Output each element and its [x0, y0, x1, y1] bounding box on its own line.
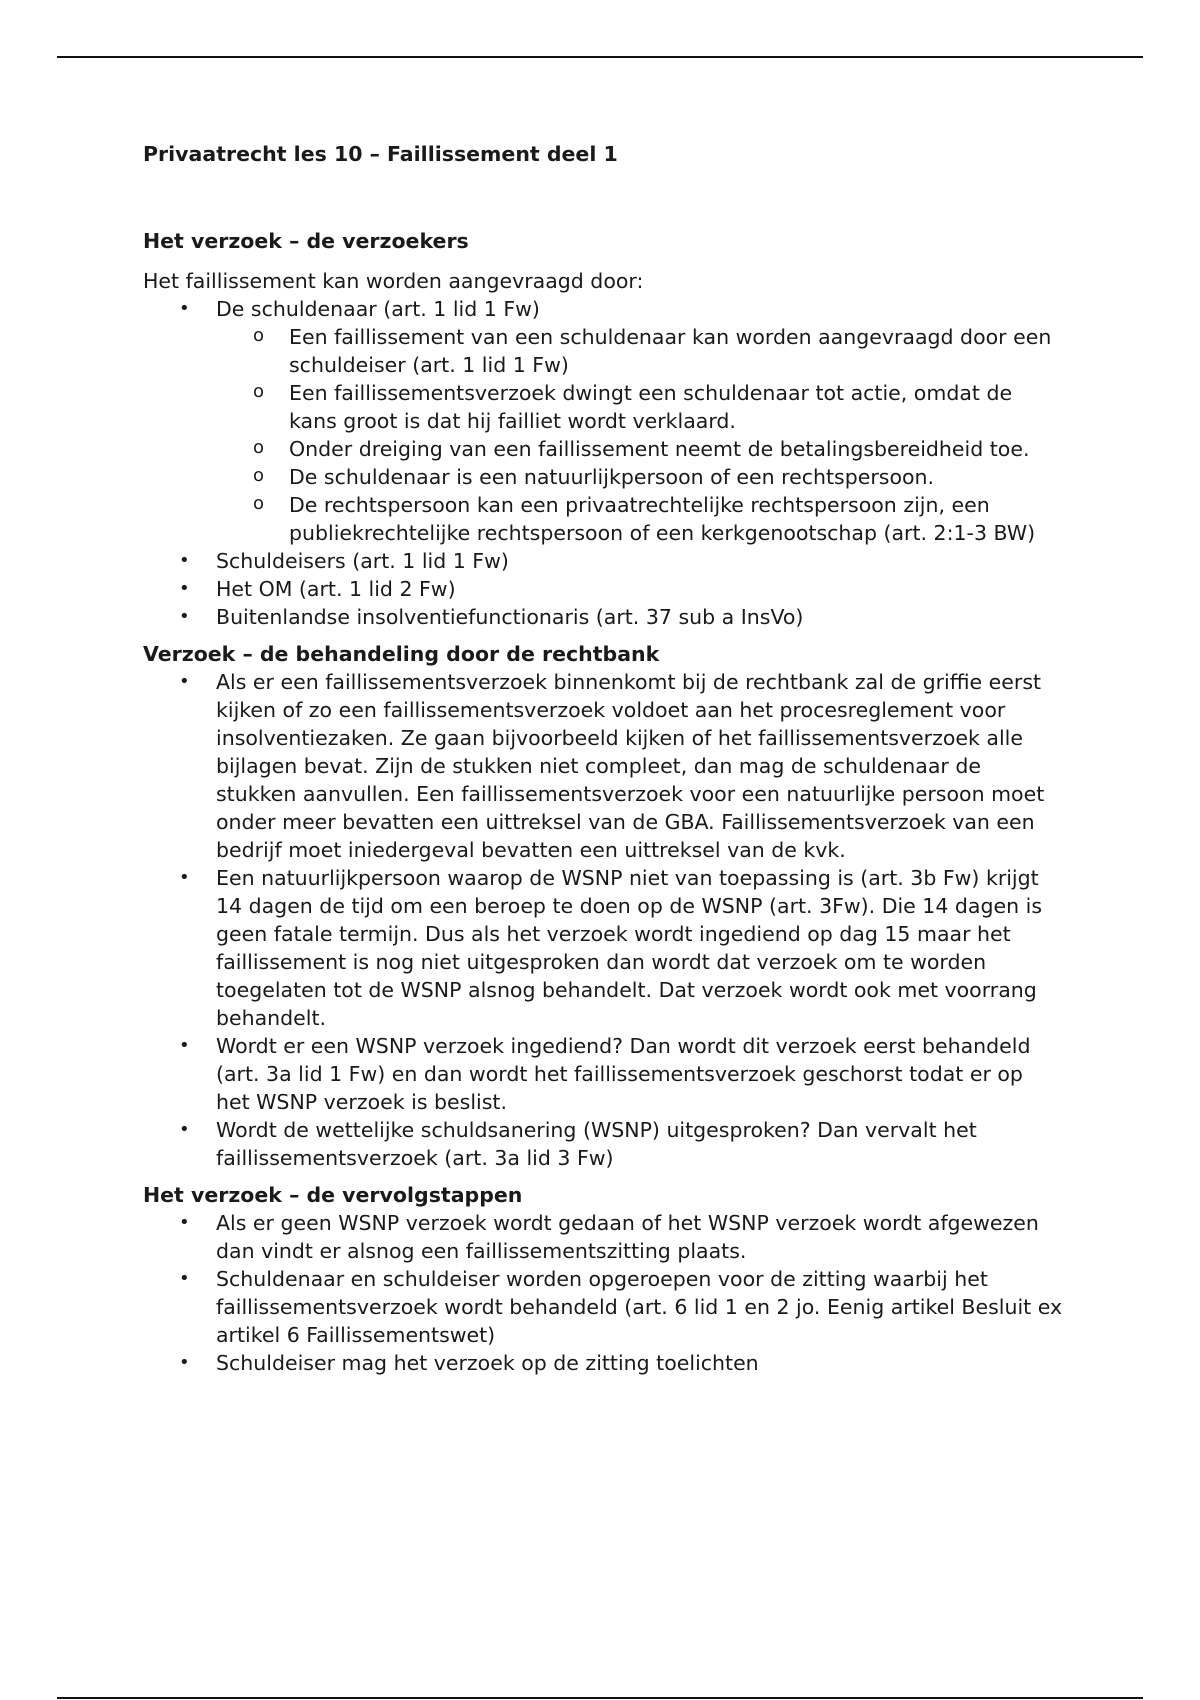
- list-item-text: Wordt er een WSNP verzoek ingediend? Dan wordt dit verzoek eerst behandeld (art. 3a lid 1 Fw) en dan wordt het faillissementsverzoek geschorst todat er op het WSNP verzoek is beslist.: [216, 1034, 1031, 1114]
- sub-list-item-text: De rechtspersoon kan een privaatrechtelijke rechtspersoon zijn, een publiekrechtelijke rechtspersoon of een kerkgenootschap (art. 2:1-3 BW): [289, 493, 1036, 545]
- sub-list: [216, 323, 1063, 547]
- section-intro: Het faillissement kan worden aangevraagd door:: [143, 269, 644, 293]
- list-item: [143, 603, 1063, 631]
- bullet-marker: •: [179, 1035, 190, 1056]
- list-item-text: Als er een faillissementsverzoek binnenkomt bij de rechtbank zal de griffie eerst kijken of zo een faillissementsverzoek voldoet aan het procesreglement voor insolventiezaken. Ze gaan bijvoorbeeld kijken of het faillissementsverzoek alle bijlagen bevat. Zijn de stukken niet compleet, dan mag de schuldenaar de stukken aanvullen. Een faillissementsverzoek voor een natuurlijke persoon moet onder meer bevatten een uittreksel van de GBA. Faillissementsverzoek van een bedrijf moet iniedergeval bevatten een uittreksel van de kvk.: [216, 670, 1045, 862]
- list-item: [143, 1265, 1063, 1349]
- bullet-marker: •: [179, 1352, 190, 1373]
- sub-bullet-marker: o: [253, 325, 265, 346]
- sub-list-item: [216, 463, 1063, 491]
- sub-list-item: [216, 491, 1063, 547]
- bullet-marker: •: [179, 1268, 190, 1289]
- list-item-text: Schuldeiser mag het verzoek op de zitting toelichten: [216, 1351, 759, 1375]
- bullet-marker: •: [179, 671, 190, 692]
- list-item: [143, 295, 1063, 547]
- footer-rule: [57, 1697, 1143, 1699]
- bullet-marker: •: [179, 1119, 190, 1140]
- document-title: Privaatrecht les 10 – Faillissement deel 1: [143, 142, 618, 166]
- section-heading: Verzoek – de behandeling door de rechtbank: [143, 642, 660, 666]
- bullet-marker: •: [179, 550, 190, 571]
- section-vervolgstappen: [143, 1181, 1063, 1377]
- list-item-text: Het OM (art. 1 lid 2 Fw): [216, 577, 456, 601]
- section-heading: Het verzoek – de verzoekers: [143, 229, 469, 253]
- sub-list-item: [216, 323, 1063, 379]
- list-item: [143, 1349, 1063, 1377]
- sub-list-item-text: Onder dreiging van een faillissement neemt de betalingsbereidheid toe.: [289, 437, 1030, 461]
- list-item: [143, 668, 1063, 864]
- list-item: [143, 547, 1063, 575]
- list-item-text: Schuldenaar en schuldeiser worden opgeroepen voor de zitting waarbij het faillissementsverzoek wordt behandeld (art. 6 lid 1 en 2 jo. Eenig artikel Besluit ex artikel 6 Faillissementswet): [216, 1267, 1063, 1347]
- sub-bullet-marker: o: [253, 465, 265, 486]
- bullet-marker: •: [179, 578, 190, 599]
- list-item: [143, 575, 1063, 603]
- list-item: [143, 1116, 1063, 1172]
- bullet-list: [143, 295, 1063, 631]
- list-item-text: Schuldeisers (art. 1 lid 1 Fw): [216, 549, 509, 573]
- bullet-list: [143, 1209, 1063, 1377]
- bullet-marker: •: [179, 867, 190, 888]
- bullet-marker: •: [179, 1212, 190, 1233]
- list-item-text: Als er geen WSNP verzoek wordt gedaan of het WSNP verzoek wordt afgewezen dan vindt er alsnog een faillissementszitting plaats.: [216, 1211, 1039, 1263]
- list-item-text: Wordt de wettelijke schuldsanering (WSNP) uitgesproken? Dan vervalt het faillissementsverzoek (art. 3a lid 3 Fw): [216, 1118, 977, 1170]
- section-heading: Het verzoek – de vervolgstappen: [143, 1183, 523, 1207]
- sub-list-item: [216, 435, 1063, 463]
- list-item: [143, 1032, 1063, 1116]
- list-item-text: Een natuurlijkpersoon waarop de WSNP niet van toepassing is (art. 3b Fw) krijgt 14 dagen de tijd om een beroep te doen op de WSNP (art. 3Fw). Die 14 dagen is geen fatale termijn. Dus als het verzoek wordt ingediend op dag 15 maar het faillissement is nog niet uitgesproken dan wordt dat verzoek om te worden toegelaten tot de WSNP alsnog behandelt. Dat verzoek wordt ook met voorrang behandelt.: [216, 866, 1042, 1030]
- bullet-marker: •: [179, 298, 190, 319]
- section-behandeling: [143, 640, 1063, 1172]
- bullet-list: [143, 668, 1063, 1172]
- header-rule: [57, 56, 1143, 58]
- sub-bullet-marker: o: [253, 437, 265, 458]
- list-item-text: Buitenlandse insolventiefunctionaris (art. 37 sub a InsVo): [216, 605, 804, 629]
- sub-list-item-text: De schuldenaar is een natuurlijkpersoon of een rechtspersoon.: [289, 465, 935, 489]
- sub-list-item-text: Een faillissement van een schuldenaar kan worden aangevraagd door een schuldeiser (art. 1 lid 1 Fw): [289, 325, 1052, 377]
- list-item: [143, 864, 1063, 1032]
- sub-bullet-marker: o: [253, 381, 265, 402]
- document-body: [143, 140, 1063, 1377]
- sub-list-item: [216, 379, 1063, 435]
- list-item: [143, 1209, 1063, 1265]
- list-item-text: De schuldenaar (art. 1 lid 1 Fw): [216, 297, 540, 321]
- sub-bullet-marker: o: [253, 493, 265, 514]
- sub-list-item-text: Een faillissementsverzoek dwingt een schuldenaar tot actie, omdat de kans groot is dat hij failliet wordt verklaard.: [289, 381, 1013, 433]
- section-verzoekers: [143, 227, 1063, 631]
- bullet-marker: •: [179, 606, 190, 627]
